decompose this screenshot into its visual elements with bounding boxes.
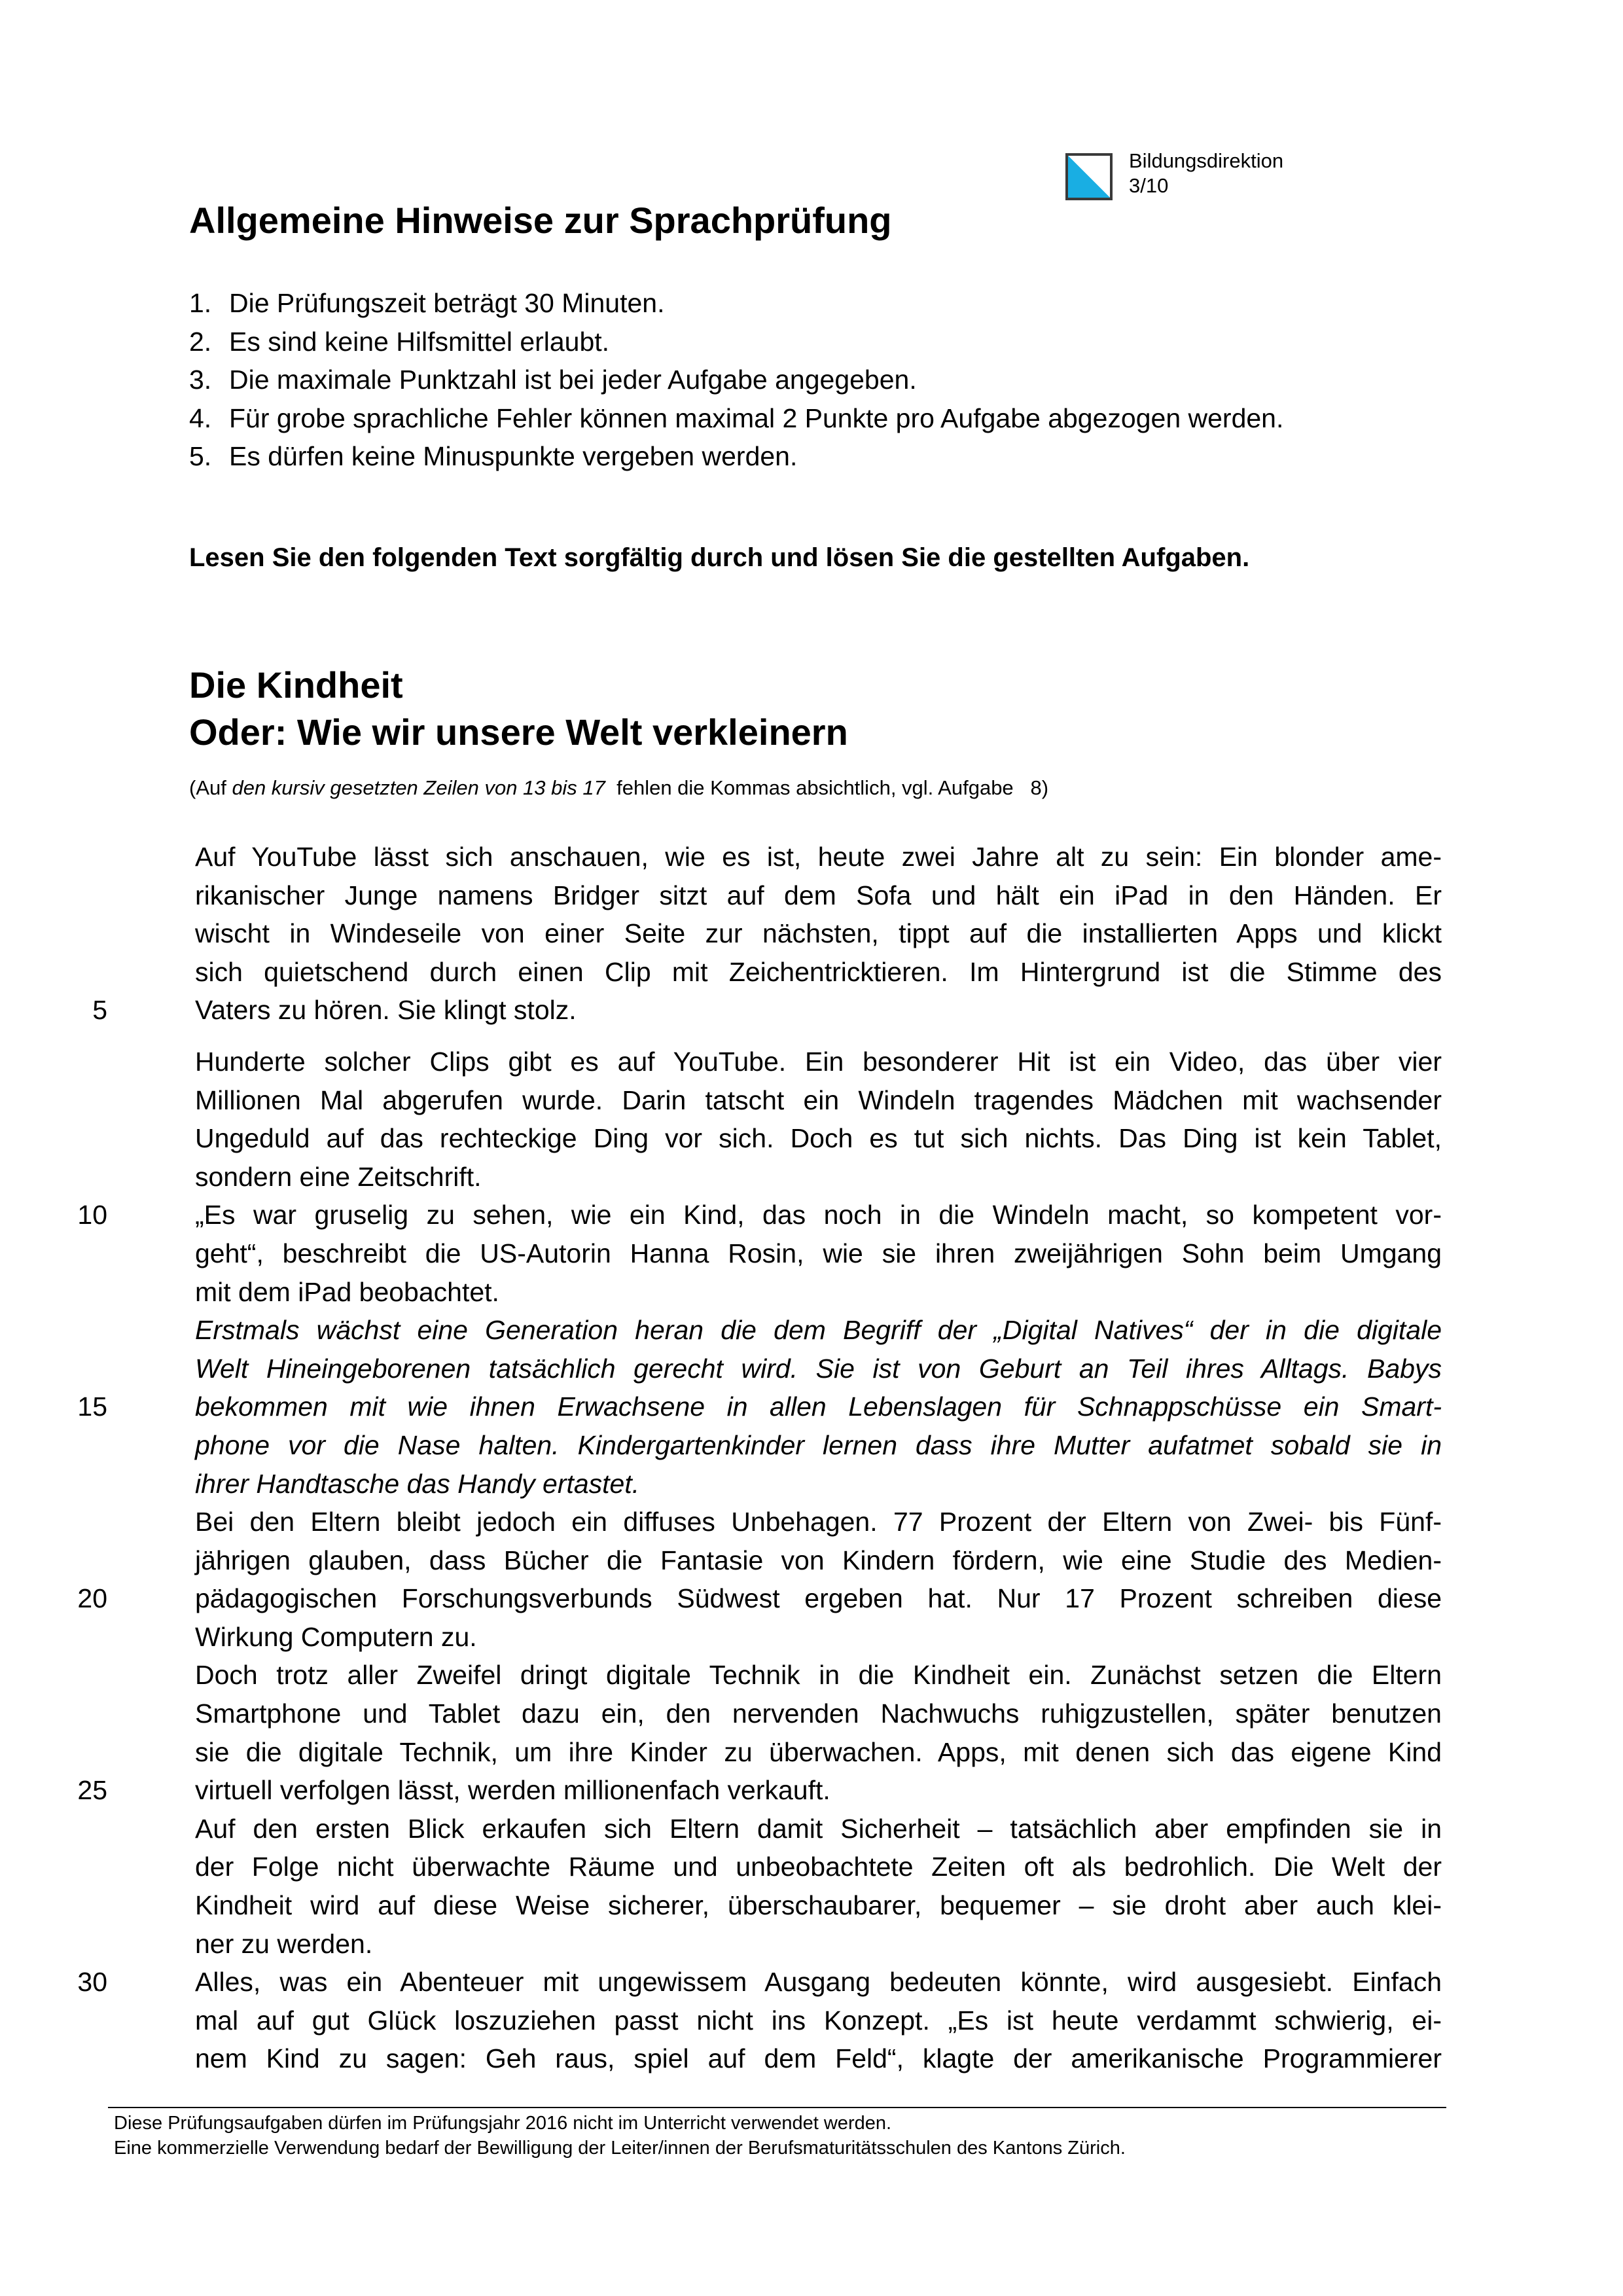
rule-text: Die maximale Punktzahl ist bei jeder Aufgabe angegeben. [229,365,917,395]
line-text: Alles, was ein Abenteuer mit ungewissem Ausgang bedeuten könnte, wird ausgesiebt. Einfach [195,1967,1442,1998]
article-title: Die Kindheit [189,664,403,706]
text-line [0,2039,1623,2078]
text-line [0,876,1623,915]
article-body [0,838,1623,2078]
text-line [0,1579,1623,1618]
text-line [0,1273,1623,1312]
page-title: Allgemeine Hinweise zur Sprachprüfung [189,200,892,241]
line-text: ner zu werden. [195,1928,373,1959]
instruction: Lesen Sie den folgenden Text sorgfältig durch und lösen Sie die gestellten Aufgaben. [189,543,1250,572]
text-line [0,1771,1623,1810]
text-line [0,953,1623,992]
line-text: nem Kind zu sagen: Geh raus, spiel auf dem Feld“, klagte der amerikanische Programmierer [195,2043,1442,2074]
line-number: 5 [92,995,107,1026]
line-text: mit dem iPad beobachtet. [195,1276,499,1307]
line-text: Bei den Eltern bleibt jedoch ein diffuses Unbehagen. 77 Prozent der Eltern von Zwei- bis Fünf- [195,1507,1442,1537]
text-line [0,914,1623,953]
text-line [0,1618,1623,1657]
note-open: (Auf [189,776,232,799]
text-line [0,1196,1623,1234]
line-number: 20 [77,1583,107,1614]
text-line [0,1388,1623,1426]
rule-number: 4. [189,403,212,433]
text-line [0,1311,1623,1350]
rule-number: 1. [189,288,212,318]
line-text: Auf den ersten Blick erkaufen sich Eltern damit Sicherheit – tatsächlich aber empfinden sie in [195,1813,1442,1844]
rule-item [189,403,1283,434]
line-text: Auf YouTube lässt sich anschauen, wie es ist, heute zwei Jahre alt zu sein: Ein blonder ame- [195,842,1442,872]
text-line [0,1886,1623,1925]
line-number: 15 [77,1391,107,1422]
text-line [0,1426,1623,1465]
rule-item [189,441,797,472]
line-text: ihrer Handtasche das Handy ertastet. [195,1468,640,1499]
line-text: sich quietschend durch einen Clip mit Zeichentricktieren. Im Hintergrund ist die Stimme des [195,956,1442,987]
header-org: Bildungsdirektion [1129,149,1284,172]
rule-number: 5. [189,441,212,472]
rule-text: Für grobe sprachliche Fehler können maximal 2 Punkte pro Aufgabe abgezogen werden. [229,403,1284,433]
line-text: Erstmals wächst eine Generation heran die dem Begriff der „Digital Natives“ der in die digitale [195,1315,1442,1346]
line-text: Welt Hineingeborenen tatsächlich gerecht wird. Sie ist von Geburt an Teil ihres Alltags. Babys [195,1353,1442,1384]
line-text: der Folge nicht überwachte Räume und unbeobachtete Zeiten oft als bedrohlich. Die Welt der [195,1852,1442,1882]
line-text: Millionen Mal abgerufen wurde. Darin tatscht ein Windeln tragendes Mädchen mit wachsender [195,1085,1442,1115]
rule-item [189,288,665,319]
text-line [0,1119,1623,1158]
rule-item [189,365,917,395]
line-text: bekommen mit wie ihnen Erwachsene in allen Lebenslagen für Schnappschüsse ein Smart- [195,1391,1442,1422]
line-text: phone vor die Nase halten. Kindergartenkinder lernen dass ihre Mutter aufatmet sobald sie in [195,1429,1442,1460]
text-line [0,1043,1623,1081]
line-text: Kindheit wird auf diese Weise sicherer, überschaubarer, bequemer – sie droht aber auch klei- [195,1890,1442,1921]
text-line [0,1848,1623,1886]
header-page-number: 3/10 [1129,174,1169,197]
line-text: mal auf gut Glück loszuziehen passt nicht ins Konzept. „Es ist heute verdammt schwierig, ei- [195,2005,1442,2036]
line-text: Hunderte solcher Clips gibt es auf YouTube. Ein besonderer Hit ist ein Video, das über vier [195,1046,1442,1077]
text-line [0,1733,1623,1772]
text-line [0,1810,1623,1848]
text-line [0,1350,1623,1388]
line-text: Ungeduld auf das rechteckige Ding vor sich. Doch es tut sich nichts. Das Ding ist kein Tablet, [195,1123,1442,1154]
line-text: jährigen glauben, dass Bücher die Fantasie von Kindern fördern, wie eine Studie des Medien- [195,1545,1442,1575]
text-line [0,1234,1623,1273]
rule-text: Es dürfen keine Minuspunkte vergeben werden. [229,441,798,472]
footer-line-1: Diese Prüfungsaufgaben dürfen im Prüfungsjahr 2016 nicht im Unterricht verwendet werden. [114,2113,892,2134]
line-text: Vaters zu hören. Sie klingt stolz. [195,995,577,1026]
text-line [0,1465,1623,1503]
line-text: „Es war gruselig zu sehen, wie ein Kind, das noch in die Windeln macht, so kompetent vor- [195,1200,1442,1230]
line-number: 30 [77,1967,107,1998]
line-text: pädagogischen Forschungsverbunds Südwest ergeben hat. Nur 17 Prozent schreiben diese [195,1583,1442,1614]
line-text: Doch trotz aller Zweifel dringt digitale Technik in die Kindheit ein. Zunächst setzen die Eltern [195,1660,1442,1691]
line-text: Smartphone und Tablet dazu ein, den nervenden Nachwuchs ruhigzustellen, später benutzen [195,1698,1442,1729]
text-line [0,1695,1623,1733]
line-text: sie die digitale Technik, um ihre Kinder zu überwachen. Apps, mit denen sich das eigene Kind [195,1736,1442,1767]
text-line [0,838,1623,876]
rule-item [189,327,609,357]
text-line [0,1656,1623,1695]
rule-number: 3. [189,365,212,395]
line-number: 10 [77,1200,107,1230]
line-text: wischt in Windeseile von einer Seite zur nächsten, tippt auf die installierten Apps und klickt [195,918,1442,949]
text-line [0,1158,1623,1196]
line-text: Wirkung Computern zu. [195,1621,477,1652]
line-text: sondern eine Zeitschrift. [195,1161,482,1192]
text-line [0,1963,1623,2001]
footer-line-2: Eine kommerzielle Verwendung bedarf der Bewilligung der Leiter/innen der Berufsmaturitätsschulen des Kantons Zürich. [114,2138,1126,2159]
article-note [189,776,1048,800]
article-subtitle: Oder: Wie wir unsere Welt verkleinern [189,711,848,753]
rule-number: 2. [189,326,212,357]
text-line [0,1925,1623,1964]
line-number: 25 [77,1775,107,1806]
note-italic: den kursiv gesetzten Zeilen von 13 bis 17 [232,776,605,799]
text-line [0,991,1623,1030]
footer-divider [108,2107,1446,2108]
rule-text: Es sind keine Hilfsmittel erlaubt. [229,326,610,357]
line-text: geht“, beschreibt die US-Autorin Hanna Rosin, wie sie ihren zweijährigen Sohn beim Umgang [195,1238,1442,1268]
text-line [0,1503,1623,1541]
text-line [0,2001,1623,2040]
rule-text: Die Prüfungszeit beträgt 30 Minuten. [229,288,665,318]
text-line [0,1541,1623,1580]
note-rest: fehlen die Kommas absichtlich, vgl. Aufgabe 8) [605,776,1049,799]
text-line [0,1081,1623,1120]
canton-logo-icon [1065,153,1113,200]
line-text: virtuell verfolgen lässt, werden millionenfach verkauft. [195,1775,830,1806]
line-text: rikanischer Junge namens Bridger sitzt auf dem Sofa und hält ein iPad in den Händen. Er [195,880,1442,910]
